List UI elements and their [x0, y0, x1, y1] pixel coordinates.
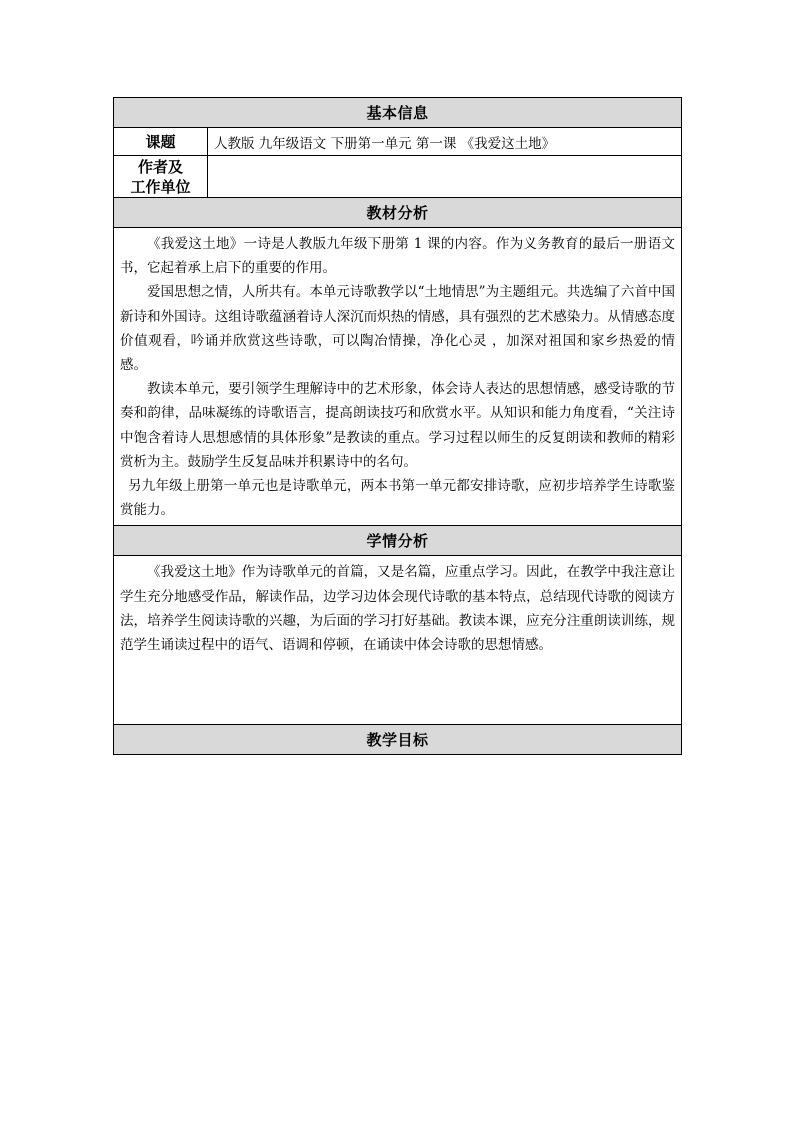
student-analysis-body [114, 556, 682, 725]
student-analysis-header: 学情分析 [114, 526, 682, 556]
teaching-goals-header: 教学目标 [114, 725, 682, 755]
textbook-analysis-paragraph: 教读本单元，要引领学生理解诗中的艺术形象，体会诗人表达的思想情感，感受诗歌的节奏和韵律，品味凝练的诗歌语言，提高朗读技巧和欣赏水平。从知识和能力角度看，“关注诗中饱含着诗人思想感情的具体形象”是教读的重点。学习过程以师生的反复朗读和教师的精彩赏析为主。鼓励学生反复品味并积累诗中的名句。 [120, 381, 676, 470]
author-label-line2: 工作单位 [130, 177, 191, 196]
topic-value: 人教版 九年级语文 下册第一单元 第一课 《我爱这土地》 [208, 128, 682, 156]
textbook-analysis-header: 教材分析 [114, 198, 682, 228]
textbook-analysis-paragraph: 《我爱这土地》一诗是人教版九年级下册第 1 课的内容。作为义务教育的最后一册语文书，它起着承上启下的重要的作用。 [120, 236, 676, 277]
textbook-analysis-paragraph: 爱国思想之情，人所共有。本单元诗歌教学以“土地情思”为主题组元。共选编了六首中国新诗和外国诗。这组诗歌蕴涵着诗人深沉而炽热的情感，具有强烈的艺术感染力。从情感态度价值观看，吟诵并欣赏这些诗歌，可以陶冶情操，净化心灵 ，加深对祖国和家乡热爱的情感。 [120, 284, 676, 374]
author-label [114, 156, 208, 198]
basic-info-header: 基本信息 [114, 98, 682, 128]
author-value [208, 156, 682, 198]
student-analysis-paragraph: 《我爱这土地》作为诗歌单元的首篇，又是名篇，应重点学习。因此，在教学中我注意让学生充分地感受作品，解读作品，边学习边体会现代诗歌的基本特点，总结现代诗歌的阅读方法，培养学生阅读诗歌的兴趣，为后面的学习打好基础。教读本课，应充分注重朗读训练，规范学生诵读过程中的语气、语调和停顿，在诵读中体会诗歌的思想情感。 [120, 564, 676, 654]
author-label-line1: 作者及 [137, 157, 183, 176]
textbook-analysis-body [114, 228, 682, 526]
lesson-plan-table [113, 97, 682, 755]
textbook-analysis-paragraph: 另九年级上册第一单元也是诗歌单元，两本书第一单元都安排诗歌，应初步培养学生诗歌鉴赏能力。 [120, 478, 676, 519]
topic-label: 课题 [114, 128, 208, 156]
